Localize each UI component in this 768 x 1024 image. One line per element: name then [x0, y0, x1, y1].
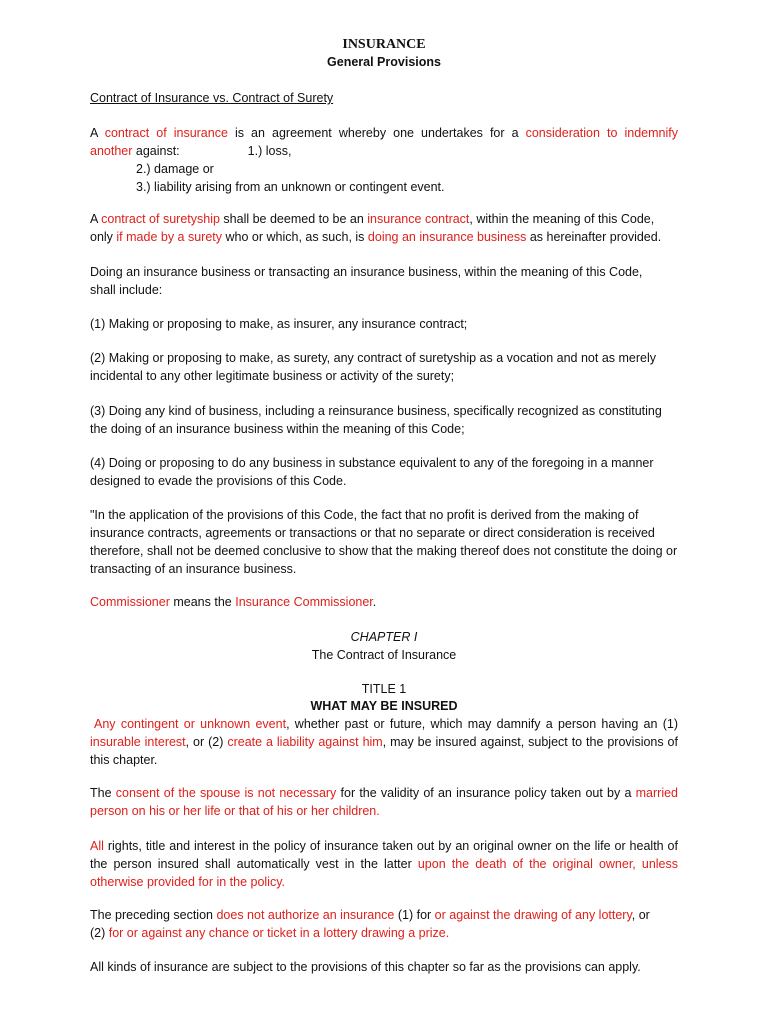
para-lottery: [90, 906, 678, 942]
highlight-run: upon the death of the original owner, unless otherwise provided for in the policy.: [90, 857, 678, 889]
text-run: , may be insured against, subject to the provisions of this chapter.: [90, 735, 678, 767]
highlight-run: insurable interest: [90, 735, 186, 749]
para-contract-of-insurance: [90, 124, 678, 196]
chapter-label: CHAPTER I: [350, 630, 418, 644]
section-heading-text: Contract of Insurance vs. Contract of Surety: [90, 91, 334, 105]
highlight-run: does not authorize an insurance: [216, 908, 395, 922]
doc-title: INSURANCE: [342, 37, 426, 52]
para-doing-business: Doing an insurance business or transacting an insurance business, within the meaning of this Code, shall include:: [90, 265, 643, 297]
para-item-1: (1) Making or proposing to make, as insurer, any insurance contract;: [90, 317, 468, 331]
text-run: , within the meaning of this Code,: [469, 212, 655, 226]
text-run: means the: [169, 595, 236, 609]
highlight-run: Any contingent or unknown event: [94, 717, 287, 731]
highlight-run: insurance contract: [367, 212, 470, 226]
para-what-may-be-insured: [90, 715, 678, 769]
highlight-run: or against the drawing of any lottery: [434, 908, 632, 922]
para-item-3: (3) Doing any kind of business, including a reinsurance business, specifically recognized as constituting the doing of an insurance business within the meaning of this Code;: [90, 404, 662, 436]
chapter-title: The Contract of Insurance: [311, 648, 457, 662]
text-run: who or which, as such, is: [222, 230, 368, 244]
doc-subtitle: General Provisions: [327, 55, 441, 69]
text-run: shall be deemed to be an: [219, 212, 368, 226]
text-run: .: [372, 595, 377, 609]
text-run: is an agreement whereby one undertakes for a: [227, 126, 526, 140]
highlight-run: consideration to indemnify: [525, 126, 678, 140]
highlight-run: All: [90, 839, 104, 853]
para-consent-of-spouse: [90, 784, 678, 820]
highlight-run: for or against any chance or ticket in a lottery drawing a prize.: [108, 926, 450, 940]
text-run: The: [90, 786, 116, 800]
text-run: , or: [631, 908, 650, 922]
text-run: (1) for: [394, 908, 435, 922]
section-heading: [90, 89, 678, 107]
list-item: 3.) liability arising from an unknown or contingent event.: [136, 180, 445, 194]
highlight-run: contract of suretyship: [101, 212, 220, 226]
highlight-run: contract of insurance: [104, 126, 228, 140]
text-run: , or (2): [185, 735, 228, 749]
text-run: A: [90, 212, 102, 226]
text-run: A: [90, 126, 105, 140]
text-run: rights, title and interest in the policy of insurance taken out by an original owner on the life or health of the person insured shall automatically vest in the latter: [90, 839, 678, 871]
highlight-run: another: [90, 144, 133, 158]
text-run: against:: [132, 144, 180, 158]
para-commissioner: [90, 593, 678, 611]
para-application: "In the application of the provisions of this Code, the fact that no profit is derived from the making of insurance contracts, agreements or transactions or that no separate or direct consideration is received therefore, shall not be deemed conclusive to show that the making thereof does not constitute the doing or transacting of an insurance business.: [90, 508, 678, 576]
list-item: 1.) loss,: [247, 144, 292, 158]
highlight-run: consent of the spouse is not necessary: [115, 786, 337, 800]
title-number: TITLE 1: [361, 682, 407, 696]
text-run: (2): [90, 926, 109, 940]
text-run: only: [90, 230, 117, 244]
highlight-run: if made by a surety: [116, 230, 223, 244]
para-item-4: (4) Doing or proposing to do any business in substance equivalent to any of the foregoing in a manner designed to evade the provisions of this Code.: [90, 456, 654, 488]
list-item: 2.) damage or: [136, 162, 214, 176]
para-all-kinds: All kinds of insurance are subject to the provisions of this chapter so far as the provisions can apply.: [90, 960, 641, 974]
highlight-run: create a liability against him: [227, 735, 383, 749]
highlight-run: Insurance Commissioner: [235, 595, 373, 609]
para-suretyship: [90, 210, 678, 246]
highlight-run: doing an insurance business: [367, 230, 527, 244]
title-name: WHAT MAY BE INSURED: [310, 699, 458, 713]
highlight-run: Commissioner: [90, 595, 170, 609]
text-run: for the validity of an insurance policy taken out by a: [336, 786, 636, 800]
para-item-2: (2) Making or proposing to make, as surety, any contract of suretyship as a vocation and not as merely incidental to any other legitimate business or activity of the surety;: [90, 351, 657, 383]
text-run: as hereinafter provided.: [526, 230, 662, 244]
text-run: , whether past or future, which may damnify a person having an (1): [286, 717, 678, 731]
para-rights-title: [90, 837, 678, 891]
text-run: The preceding section: [90, 908, 217, 922]
highlight-run: married person on his or her life or that of his or her children.: [90, 786, 679, 818]
